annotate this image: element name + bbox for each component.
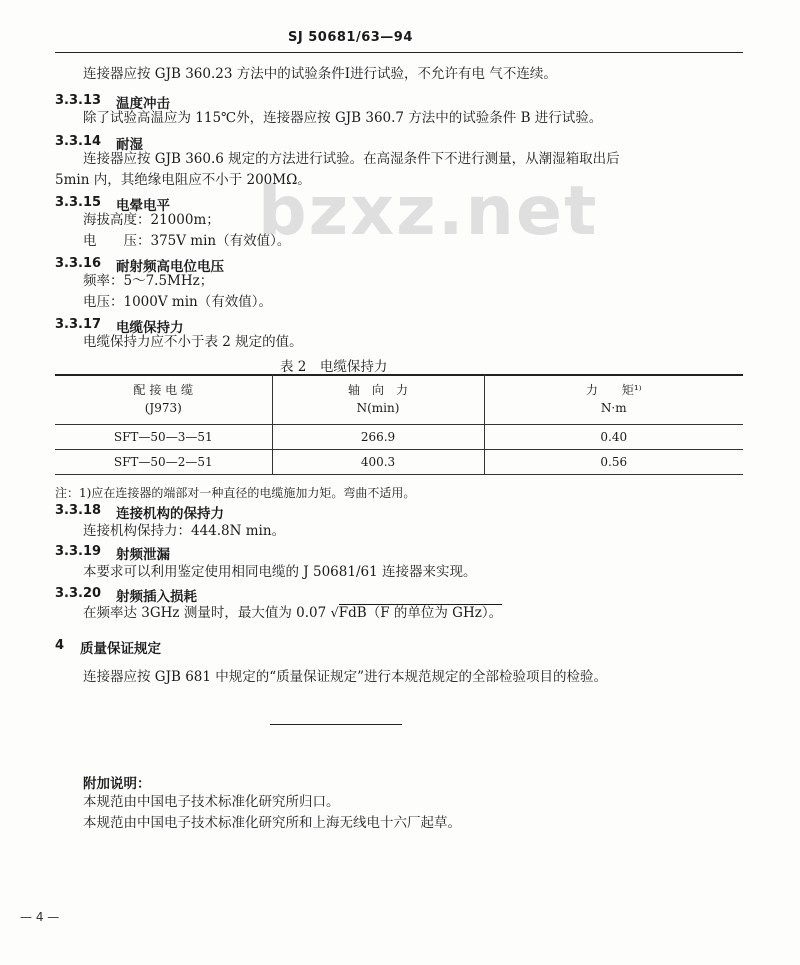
document-code-header: SJ 50681/63—94 bbox=[288, 30, 413, 45]
col-axial-force-header-line1: 轴 向 力 bbox=[347, 383, 408, 397]
table-footnote: 注：1)应在连接器的端部对一种直径的电缆施加力矩。弯曲不适用。 bbox=[55, 486, 416, 500]
cable-retention-table bbox=[55, 374, 743, 475]
page-number: — 4 — bbox=[20, 910, 60, 924]
col-axial-force-header-line2: N(min) bbox=[356, 401, 400, 415]
paragraph-3-3-16-line2: 电压：1000V min（有效值）。 bbox=[83, 294, 272, 310]
section-3-3-13-title: 温度冲击 bbox=[116, 96, 170, 112]
section-3-3-16-number: 3.3.16 bbox=[55, 256, 102, 271]
section-3-3-13-number: 3.3.13 bbox=[55, 93, 102, 108]
section-3-3-20-title: 射频插入损耗 bbox=[116, 589, 197, 605]
section-3-3-17-number: 3.3.17 bbox=[55, 317, 102, 332]
paragraph-3-3-20-post: FdB（F 的单位为 GHz）。 bbox=[338, 605, 503, 621]
paragraph-3-3-16-line1: 频率：5～7.5MHz； bbox=[83, 273, 214, 289]
col-cable-header-line1: 配 接 电 缆 bbox=[133, 383, 193, 397]
header-rule bbox=[55, 52, 743, 53]
section-3-3-18-title: 连接机构的保持力 bbox=[116, 506, 224, 522]
paragraph-3-3-13: 除了试验高温应为 115℃外，连接器应按 GJB 360.7 方法中的试验条件 B 进行试验。 bbox=[83, 110, 603, 126]
cell-torque: 0.40 bbox=[484, 425, 743, 450]
paragraph-3-3-18: 连接机构保持力：444.8N min。 bbox=[83, 523, 286, 539]
addendum-title: 附加说明： bbox=[83, 776, 151, 792]
watermark: bzxz.net bbox=[258, 172, 599, 251]
section-3-3-15-number: 3.3.15 bbox=[55, 195, 102, 210]
addendum-line2: 本规范由中国电子技术标准化研究所和上海无线电十六厂起草。 bbox=[83, 815, 461, 831]
section-3-3-18-number: 3.3.18 bbox=[55, 503, 102, 518]
paragraph-3-3-17: 电缆保持力应不小于表 2 规定的值。 bbox=[83, 334, 303, 350]
section-3-3-20-number: 3.3.20 bbox=[55, 586, 102, 601]
section-separator bbox=[270, 724, 402, 725]
section-4-title: 质量保证规定 bbox=[80, 641, 161, 657]
col-cable-header-line2: (J973) bbox=[144, 401, 182, 415]
col-cable-header bbox=[55, 374, 272, 425]
paragraph-3-3-15-line1: 海拔高度：21000m； bbox=[83, 212, 220, 228]
section-3-3-14-number: 3.3.14 bbox=[55, 134, 102, 149]
cell-torque: 0.56 bbox=[484, 450, 743, 475]
col-torque-header-line2: N·m bbox=[600, 401, 627, 415]
paragraph-3-3-15-line2: 电 压：375V min（有效值）。 bbox=[83, 233, 291, 249]
section-3-3-17-title: 电缆保持力 bbox=[116, 320, 184, 336]
table-caption: 表 2 电缆保持力 bbox=[280, 359, 388, 375]
section-3-3-19-title: 射频泄漏 bbox=[116, 547, 170, 563]
table-row bbox=[55, 450, 743, 475]
cell-axial-force: 400.3 bbox=[272, 450, 484, 475]
addendum-line1: 本规范由中国电子技术标准化研究所归口。 bbox=[83, 794, 340, 810]
col-axial-force-header bbox=[272, 374, 484, 425]
paragraph-3-3-20-pre: 在频率达 3GHz 测量时，最大值为 0.07 bbox=[83, 605, 331, 621]
section-3-3-14-title: 耐湿 bbox=[116, 137, 143, 153]
paragraph-3-3-14-line2: 5min 内，其绝缘电阻应不小于 200MΩ。 bbox=[55, 172, 311, 188]
cell-cable: SFT—50—2—51 bbox=[55, 450, 272, 475]
paragraph-3-3-12-cont: 连接器应按 GJB 360.23 方法中的试验条件Ⅰ进行试验，不允许有电 气不连续。 bbox=[83, 66, 557, 82]
paragraph-3-3-19: 本要求可以利用鉴定使用相同电缆的 J 50681/61 连接器来实现。 bbox=[83, 564, 477, 580]
table-header-row bbox=[55, 374, 743, 425]
paragraph-4: 连接器应按 GJB 681 中规定的“质量保证规定”进行本规范规定的全部检验项目的检验。 bbox=[83, 669, 608, 685]
table-row bbox=[55, 425, 743, 450]
section-4-number: 4 bbox=[55, 638, 65, 653]
section-3-3-16-title: 耐射频高电位电压 bbox=[116, 259, 224, 275]
sqrt-symbol: √ bbox=[330, 606, 339, 621]
section-3-3-15-title: 电晕电平 bbox=[116, 198, 170, 214]
paragraph-3-3-20 bbox=[83, 605, 502, 622]
col-torque-header bbox=[484, 374, 743, 425]
section-3-3-19-number: 3.3.19 bbox=[55, 544, 102, 559]
paragraph-3-3-14-line1: 连接器应按 GJB 360.6 规定的方法进行试验。在高湿条件下不进行测量，从潮湿箱取出后 bbox=[83, 151, 620, 167]
cell-cable: SFT—50—3—51 bbox=[55, 425, 272, 450]
cell-axial-force: 266.9 bbox=[272, 425, 484, 450]
col-torque-header-line1: 力 矩¹⁾ bbox=[585, 383, 642, 397]
